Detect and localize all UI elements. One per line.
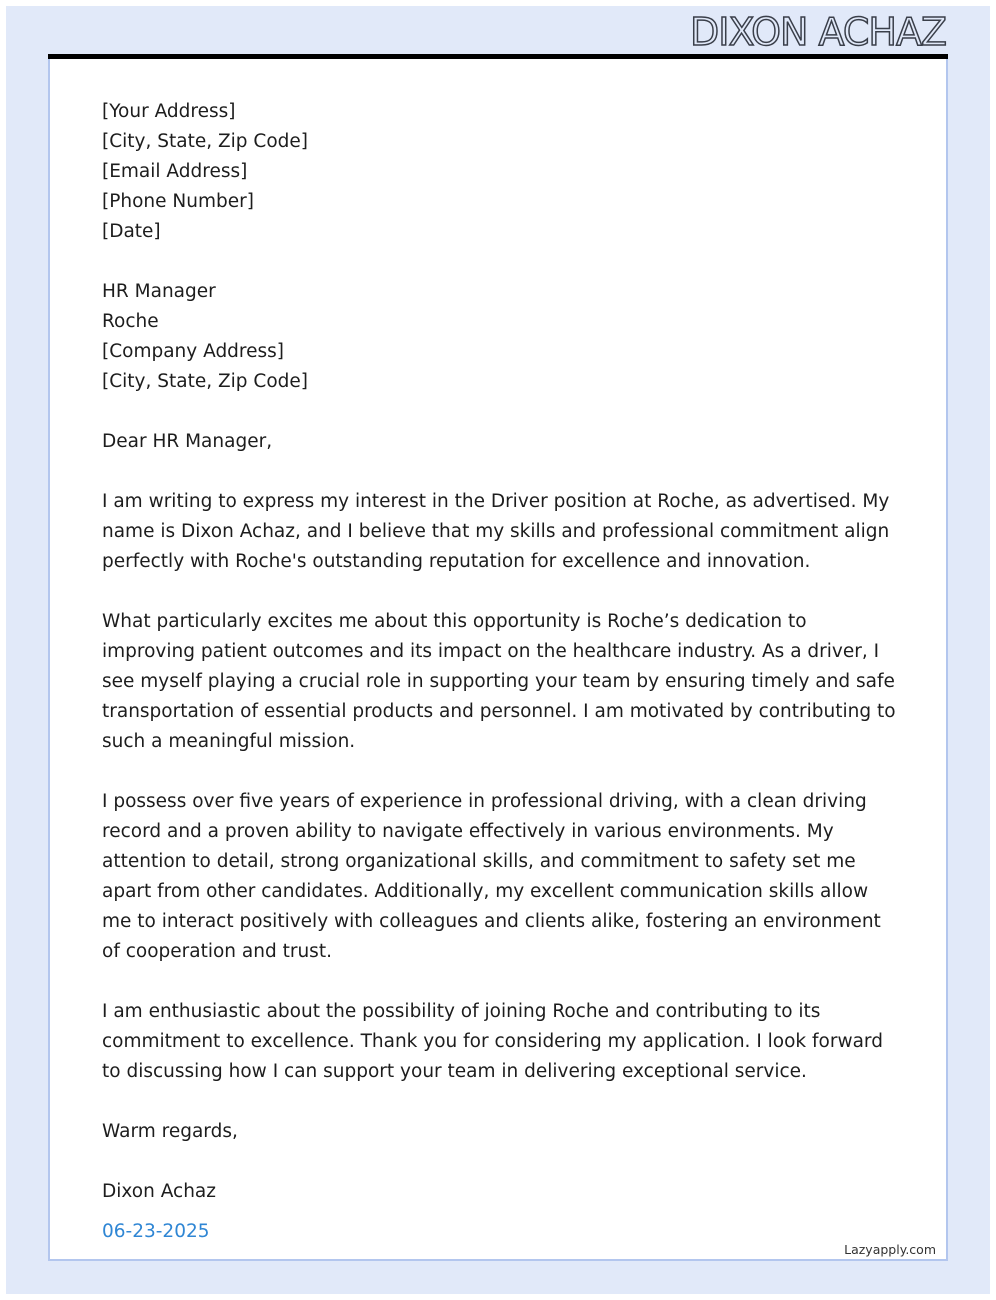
letter-content — [102, 97, 902, 1247]
signed-date: 06-23-2025 — [102, 1221, 210, 1242]
letter-page — [48, 59, 948, 1261]
sender-email: [Email Address] — [102, 161, 248, 182]
footer-brand: Lazyapply.com — [844, 1242, 936, 1257]
signature: Dixon Achaz — [102, 1181, 216, 1202]
body-paragraph: I am enthusiastic about the possibility of joining Roche and contributing to its commitment to excellence. Thank you for considering my application. I look forward to discussing how I can support your team in delivering exceptional service. — [102, 1001, 883, 1082]
recipient-company: Roche — [102, 311, 159, 332]
sender-date: [Date] — [102, 221, 161, 242]
recipient-address: [Company Address] — [102, 341, 285, 362]
recipient-city-state-zip: [City, State, Zip Code] — [102, 371, 308, 392]
recipient-title: HR Manager — [102, 281, 216, 302]
sender-address: [Your Address] — [102, 101, 236, 122]
body-paragraph: What particularly excites me about this opportunity is Roche’s dedication to improving patient outcomes and its impact on the healthcare industry. As a driver, I see myself playing a crucial role in supporting your team by ensuring timely and safe transportation of essential products and personnel. I am motivated by contributing to such a meaningful mission. — [102, 611, 896, 752]
closing: Warm regards, — [102, 1121, 238, 1142]
header-name: DIXON ACHAZ — [690, 10, 946, 54]
sender-block — [102, 97, 902, 247]
body-paragraph: I possess over five years of experience in professional driving, with a clean driving record and a proven ability to navigate effectively in various environments. My attention to detail, strong organizational skills, and commitment to safety set me apart from other candidates. Additionally, my excellent communication skills allow me to interact positively with colleagues and clients alike, fostering an environment of cooperation and trust. — [102, 791, 881, 962]
recipient-block — [102, 277, 902, 397]
sender-city-state-zip: [City, State, Zip Code] — [102, 131, 308, 152]
body-paragraph: I am writing to express my interest in the Driver position at Roche, as advertised. My name is Dixon Achaz, and I believe that my skills and professional commitment align perfectly with Roche's outstanding reputation for excellence and innovation. — [102, 491, 890, 572]
sender-phone: [Phone Number] — [102, 191, 254, 212]
salutation: Dear HR Manager, — [102, 431, 273, 452]
